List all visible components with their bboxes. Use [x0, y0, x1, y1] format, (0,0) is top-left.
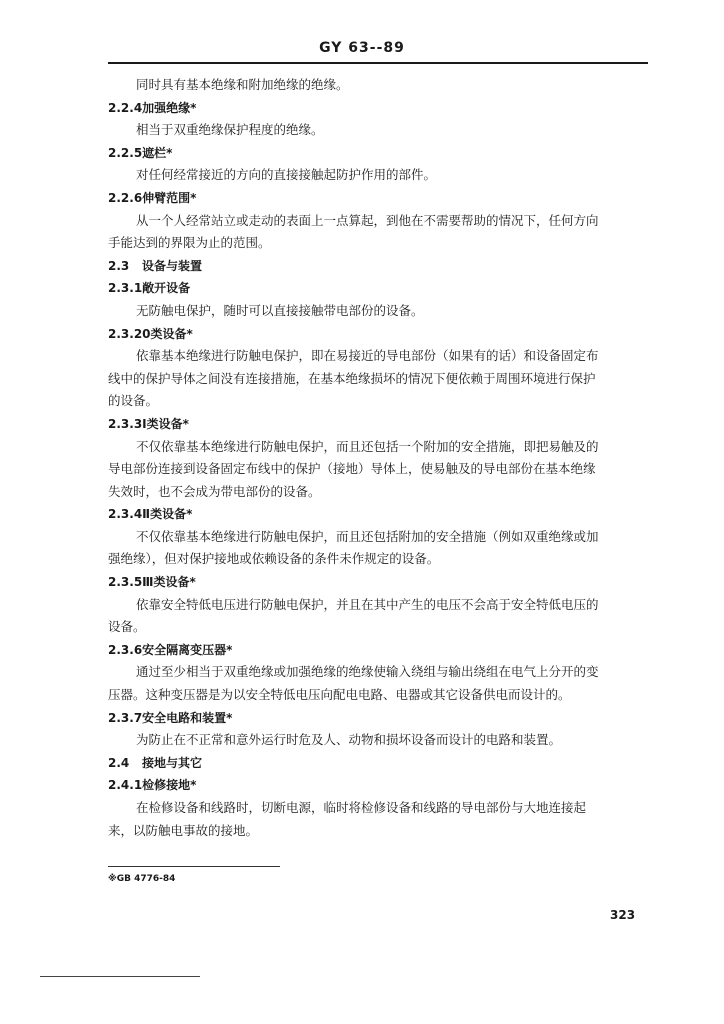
section-number: 2.4: [108, 755, 130, 770]
section-title: 设备与装置: [142, 258, 203, 273]
body-text-line: 来，以防触电事故的接地。: [108, 822, 259, 838]
section-heading: [108, 413, 648, 436]
section-number: 2.2.4: [108, 100, 143, 115]
section-number: 2.3.6: [108, 642, 143, 657]
section-number: 2.3.2: [108, 326, 143, 341]
section-heading: [108, 277, 648, 300]
section-title: 加强绝缘*: [142, 100, 197, 115]
footnote-rule: [108, 866, 280, 867]
body-text-line: 同时具有基本绝缘和附加绝缘的绝缘。: [136, 77, 349, 92]
section-title: 敞开设备: [142, 281, 191, 296]
section-heading: [108, 774, 648, 797]
section-title: 检修接地*: [142, 778, 197, 793]
section-number: 2.3.7: [108, 710, 143, 725]
document-code-header: GY 63--89: [319, 40, 405, 56]
section-title: Ⅱ类设备*: [142, 507, 193, 522]
section-heading: [108, 503, 648, 526]
section-title: Ⅲ类设备*: [142, 575, 196, 590]
section-heading: [108, 323, 648, 346]
section-title: 遮栏*: [142, 145, 173, 160]
body-text-line: 对任何经常接近的方向的直接接触起防护作用的部件。: [136, 167, 437, 183]
body-text-line: 通过至少相当于双重绝缘或加强绝缘的绝缘使输入绕组与输出绕组在电气上分开的变: [136, 664, 599, 680]
body-text-line: 线中的保护导体之间没有连接措施，在基本绝缘损坏的情况下便依赖于周围环境进行保护: [108, 370, 596, 386]
body-text-line: 强绝缘），但对保护接地或依赖设备的条件未作规定的设备。: [108, 551, 440, 567]
body-text-line: 相当于双重绝缘保护程度的绝缘。: [136, 122, 324, 138]
body-text-line: 压器。这种变压器是为以安全特低电压向配电电路、电器或其它设备供电而设计的。: [108, 687, 571, 703]
body-text-line: 的设备。: [108, 393, 159, 409]
section-title: 安全电路和装置*: [142, 710, 233, 725]
body-text-line: 在检修设备和线路时，切断电源，临时将检修设备和线路的导电部份与大地连接起: [136, 800, 587, 815]
section-heading: [108, 142, 648, 165]
body-text-line: 导电部份连接到设备固定布线中的保护（接地）导体上，使易触及的导电部份在基本绝缘: [108, 461, 596, 477]
section-title: 伸臂范围*: [142, 190, 197, 205]
section-heading: [108, 97, 648, 120]
section-number: 2.3.3: [108, 416, 143, 431]
bottom-rule: [40, 976, 200, 977]
section-title: 接地与其它: [142, 755, 203, 770]
section-number: 2.3.1: [108, 281, 143, 296]
body-text-line: 设备。: [108, 619, 146, 635]
section-number: 2.3.4: [108, 507, 143, 522]
body-text-line: 手能达到的界限为止的范围。: [108, 235, 271, 251]
header-rule: [108, 62, 648, 64]
footnote-reference: ※GB 4776-84: [108, 874, 176, 884]
section-heading: [108, 571, 648, 594]
body-text-line: 不仅依靠基本绝缘进行防触电保护，而且还包括附加的安全措施（例如双重绝缘或加: [136, 528, 599, 544]
section-number: 2.3: [108, 258, 130, 273]
section-heading: [108, 639, 648, 662]
section-number: 2.4.1: [108, 778, 143, 793]
body-text-line: 无防触电保护，随时可以直接接触带电部份的设备。: [136, 302, 424, 318]
body-text-line: 为防止在不正常和意外运行时危及人、动物和损坏设备而设计的电路和装置。: [136, 732, 562, 748]
section-title: 安全隔离变压器*: [142, 642, 233, 657]
section-heading: [108, 707, 648, 730]
body-text-line: 从一个人经常站立或走动的表面上一点算起，到他在不需要帮助的情况下，任何方向: [136, 212, 599, 228]
body-text-line: 不仅依靠基本绝缘进行防触电保护，而且还包括一个附加的安全措施，即把易触及的: [136, 438, 599, 454]
document-body: [108, 74, 648, 842]
page-number: 323: [610, 908, 636, 922]
body-text-line: 依靠基本绝缘进行防触电保护，即在易接近的导电部份（如果有的话）和设备固定布: [136, 348, 599, 364]
body-text-line: 失效时，也不会成为带电部份的设备。: [108, 483, 321, 499]
section-heading: [108, 255, 648, 278]
section-number: 2.2.6: [108, 190, 143, 205]
section-number: 2.3.5: [108, 575, 143, 590]
section-title: 0类设备*: [142, 326, 193, 341]
section-title: Ⅰ类设备*: [142, 416, 189, 431]
section-number: 2.2.5: [108, 145, 143, 160]
section-heading: [108, 187, 648, 210]
body-text-line: 依靠安全特低电压进行防触电保护，并且在其中产生的电压不会高于安全特低电压的: [136, 596, 599, 612]
section-heading: [108, 752, 648, 775]
